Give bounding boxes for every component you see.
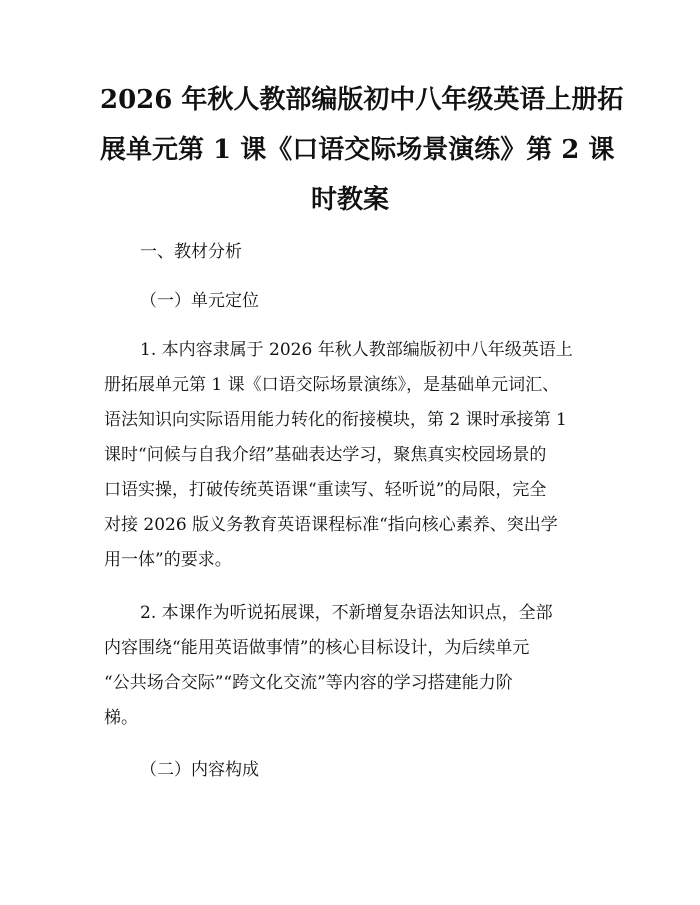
paragraph-1-line-3: 语法知识向实际语用能力转化的衔接模块，第 2 课时承接第 1 [104,410,567,430]
subsection-heading-unit-positioning: （一）单元定位 [140,291,259,311]
paragraph-2-line-1: 2. 本课作为听说拓展课，不新增复杂语法知识点，全部 [140,603,553,623]
paragraph-1-line-2: 册拓展单元第 1 课《口语交际场景演练》，是基础单元词汇、 [104,375,560,395]
paragraph-2-line-4: 梯。 [104,708,138,728]
document-title-line-2: 展单元第 1 课《口语交际场景演练》第 2 课 [100,135,615,165]
paragraph-1-line-7: 用一体”的要求。 [104,550,232,570]
subsection-heading-content-composition: （二）内容构成 [140,760,259,780]
paragraph-1-line-1: 1. 本内容隶属于 2026 年秋人教部编版初中八年级英语上 [140,340,573,360]
paragraph-1-line-6: 对接 2026 版义务教育英语课程标准“指向核心素养、突出学 [104,515,558,535]
document-title-line-3: 时教案 [310,185,389,215]
paragraph-1-line-5: 口语实操，打破传统英语课“重读写、轻听说”的局限，完全 [104,480,547,500]
paragraph-1-line-4: 课时“问候与自我介绍”基础表达学习，聚焦真实校园场景的 [104,445,547,465]
document-title-line-1: 2026 年秋人教部编版初中八年级英语上册拓 [100,85,624,115]
paragraph-2-line-3: “公共场合交际”“跨文化交流”等内容的学习搭建能力阶 [104,673,513,693]
paragraph-2-line-2: 内容围绕“能用英语做事情”的核心目标设计，为后续单元 [104,638,530,658]
section-heading-textbook-analysis: 一、教材分析 [140,242,242,262]
